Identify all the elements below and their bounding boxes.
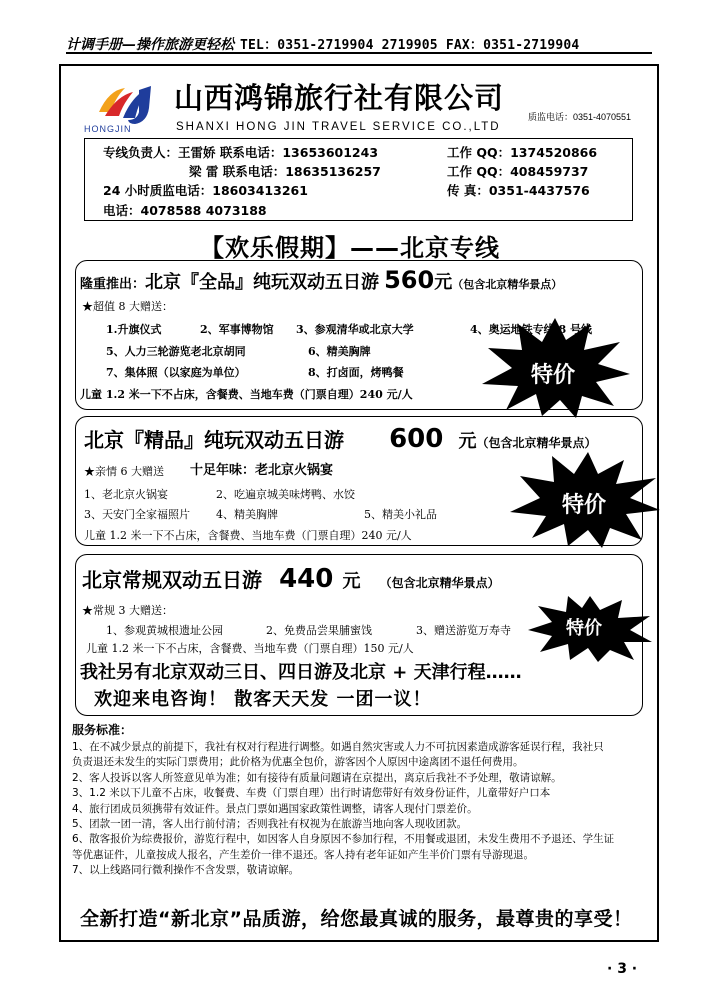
document-header-line (66, 32, 652, 54)
tour3-name: 北京常规双动五日游 (82, 568, 262, 592)
contact-box (84, 138, 633, 221)
service-item: 负责退还未发生的实际门票费用；此价格为优惠全包价，游客因个人原因中途离团不退任何费用。 (72, 756, 524, 769)
service-item: 5、团款一团一清，客人出行前付清；否则我社有权视为在旅游当地向客人现收团款。 (72, 818, 468, 831)
tour3-gift: 2、免费品尝果脯蜜饯 (266, 624, 372, 637)
service-list (72, 740, 652, 879)
service-item: 1、在不减少景点的前提下，我社有权对行程进行调整。如遇自然灾害或人力不可抗因素造成游客延误行程，我社只 (72, 741, 604, 753)
page-number: · 3 · (607, 961, 638, 977)
tour2-name: 北京『精品』纯玩双动五日游 (84, 428, 344, 452)
tour3-headline (82, 564, 500, 594)
supervision-phone: 质监电话：0351-4070551 (528, 112, 632, 122)
tour3-unit: 元 (342, 571, 361, 592)
tour1-headline (80, 266, 562, 294)
tour3-child-policy: 儿童 1.2 米一下不占床，含餐费、当地车费（门票自理）150 元/人 (86, 642, 414, 655)
header-phones: TEL：0351-2719904 2719905 FAX：0351-2719904 (240, 38, 580, 53)
tour3-gifts-title: ★常规 3 大赠送： (82, 604, 173, 617)
tour1-gift: 1.升旗仪式 (106, 323, 162, 336)
service-item: 7、以上线路同行微利操作不含发票，敬请谅解。 (72, 864, 300, 877)
tour2-note: （包含北京精华景点） (476, 436, 597, 450)
tour2-child-policy: 儿童 1.2 米一下不占床，含餐费、当地车费（门票自理）240 元/人 (84, 529, 412, 542)
slogan: 全新打造“新北京”品质游，给您最真诚的服务，最尊贵的享受！ (80, 908, 633, 930)
main-title: 【欢乐假期】——北京专线 (200, 234, 500, 262)
tour1-note: （包含北京精华景点） (452, 278, 563, 291)
service-item: 4、旅行团成员须携带有效证件。景点门票如遇国家政策性调整，请客人现付门票差价。 (72, 802, 478, 815)
tour1-unit: 元 (434, 272, 453, 293)
tour2-feature: 十足年味：老北京火锅宴 (190, 463, 334, 478)
tour2-price: 600 (389, 424, 444, 454)
service-item: 6、散客报价为综费报价，游览行程中，如因客人自身原因不参加行程，不用餐或退团，未发生费用不予退还、学生证 (72, 833, 615, 846)
contact-row2-left: 梁 雷 联系电话：18635136257 (189, 164, 381, 179)
contact-row3-left: 24 小时质监电话：18603413261 (103, 183, 308, 198)
service-heading: 服务标准： (72, 723, 133, 737)
tour2-gift: 5、精美小礼品 (364, 508, 437, 521)
tour1-gift: 8、打卤面，烤鸭餐 (308, 366, 404, 379)
tour3-note: （包含北京精华景点） (379, 576, 500, 590)
tour1-name: 北京『全品』纯玩双动五日游 (145, 272, 380, 293)
service-item: 等优惠证件，儿童按成人报名，产生差价一律不退还。客人持有老年证如产生半价门票有导游现退。 (72, 848, 534, 861)
tour1-prefix: 隆重推出： (80, 277, 146, 292)
tour1-gift: 2、军事博物馆 (200, 323, 274, 336)
contact-row3-right: 传 真：0351-4437576 (447, 183, 590, 198)
tour3-welcome: 欢迎来电咨询！ 散客天天发 一团一议！ (94, 689, 432, 710)
contact-row4-left: 电话：4078588 4073188 (103, 203, 267, 218)
tour1-gift: 3、参观清华或北京大学 (296, 323, 414, 336)
tour3-extra-line: 我社另有北京双动三日、四日游及北京 + 天津行程…… (80, 662, 522, 683)
tour2-gift: 3、天安门全家福照片 (84, 508, 190, 521)
tour3-gift: 3、赠送游览万寿寺 (416, 624, 511, 637)
logo-caption: HONGJIN (84, 124, 132, 134)
company-logo-icon (95, 82, 165, 128)
tour3-gift: 1、参观黄城根遗址公园 (106, 624, 223, 637)
tour1-gift: 7、集体照（以家庭为单位） (106, 366, 246, 379)
company-name-en: SHANXI HONG JIN TRAVEL SERVICE CO.,LTD (176, 121, 501, 133)
tour1-special-label: 特价 (531, 363, 576, 388)
tour3-special-label: 特价 (566, 618, 602, 639)
tour1-child-policy: 儿童 1.2 米一下不占床，含餐费、当地车费（门票自理）240 元/人 (80, 388, 413, 401)
tour2-unit: 元 (458, 431, 477, 452)
tour1-price: 560 (384, 266, 435, 294)
contact-row1-left: 专线负责人：王雷娇 联系电话：13653601243 (103, 145, 379, 160)
tour2-gift: 4、精美胸牌 (216, 508, 278, 521)
tour2-gift: 2、吃遍京城美味烤鸭、水饺 (216, 488, 355, 501)
tour1-gift: 4、奥运地铁专线 8 号线 (470, 323, 592, 336)
service-item: 3、1.2 米以下儿童不占床，收餐费、车费（门票自理）出行时请您带好有效身份证件，儿童带好户口本 (72, 787, 551, 800)
service-item: 2、客人投诉以客人所签意见单为准；如有接待有质量问题请在京提出，离京后我社不予处理，敬请谅解。 (72, 771, 562, 784)
header-title: 计调手册—操作旅游更轻松 (66, 37, 234, 53)
tour1-gifts-title: ★超值 8 大赠送： (82, 300, 173, 313)
contact-row1-right: 工作 QQ：1374520866 (447, 145, 598, 160)
tour2-headline (84, 424, 596, 454)
tour2-gift: 1、老北京火锅宴 (84, 488, 168, 501)
tour1-gift: 5、人力三轮游览老北京胡同 (106, 345, 246, 358)
company-name-cn: 山西鸿锦旅行社有限公司 (174, 81, 505, 115)
tour2-special-label: 特价 (562, 493, 607, 518)
contact-row2-right: 工作 QQ：408459737 (447, 164, 589, 179)
tour2-gifts-title: ★亲情 6 大赠送 (84, 465, 164, 478)
tour1-gift: 6、精美胸牌 (308, 345, 371, 358)
tour3-price: 440 (279, 564, 334, 594)
